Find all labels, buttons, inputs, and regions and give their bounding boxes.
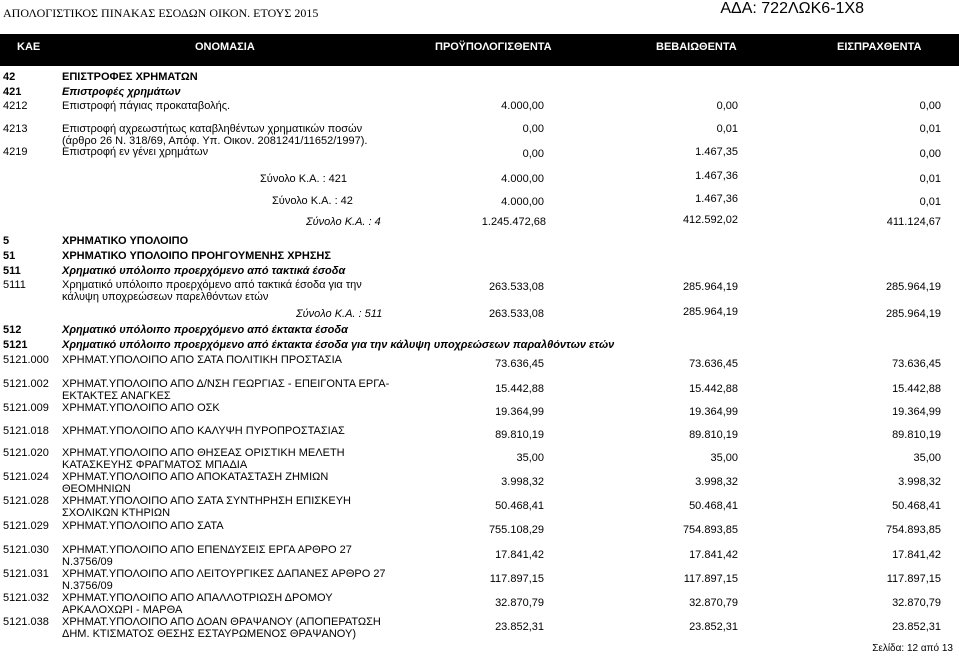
subtotal-label: Σύνολο Κ.Α. : 4 [306, 216, 381, 228]
subtotal-budget: 4.000,00 [501, 196, 544, 208]
detail-collected: 19.364,99 [892, 406, 941, 418]
detail-name-line2: ΣΧΟΛΙΚΩΝ ΚΤΗΡΙΩΝ [62, 507, 171, 519]
subtotal-budget: 1.245.472,68 [481, 216, 546, 228]
row-name: Χρηματικό υπόλοιπο προερχόμενο από έκτακτα έσοδα για την κάλυψη υποχρεώσεων παραλθόντων ετών [62, 339, 615, 351]
row-code: 5121 [3, 339, 28, 351]
row-name: Επιστροφές χρημάτων [62, 86, 181, 98]
subtotal-collected: 285.964,19 [885, 308, 941, 320]
detail-budget: 89.810,19 [495, 429, 544, 441]
value-certified: 285.964,19 [682, 281, 738, 293]
subtotal-label: Σύνολο Κ.Α. : 421 [260, 173, 348, 185]
detail-name-line2: ΕΚΤΑΚΤΕΣ ΑΝΑΓΚΕΣ [62, 390, 171, 402]
row-name: Επιστροφή πάγιας προκαταβολής. [62, 100, 231, 112]
document-title: ΑΠΟΛΟΓΙΣΤΙΚΟΣ ΠΙΝΑΚΑΣ ΕΣΟΔΩΝ ΟΙΚΟΝ. ΕΤΟΥΣ 2015 [3, 6, 319, 20]
detail-name-line1: ΧΡΗΜΑΤ.ΥΠΟΛΟΙΠΟ ΑΠΟ ΔΟΑΝ ΘΡΑΨΑΝΟΥ (ΑΠΟΠΕΡΑΤΩΣΗ [62, 616, 381, 628]
detail-budget: 117.897,15 [489, 573, 544, 585]
subtotal-certified: 285.964,19 [682, 306, 738, 318]
detail-code: 5121.030 [3, 544, 49, 556]
row-name-line1: Χρηματικό υπόλοιπο προερχόμενο από τακτικά έσοδα για την [62, 279, 362, 291]
value-collected: 0,01 [919, 123, 941, 135]
row-name: ΕΠΙΣΤΡΟΦΕΣ ΧΡΗΜΑΤΩΝ [62, 71, 198, 83]
column-kae: ΚΑΕ [17, 41, 41, 53]
detail-budget: 73.636,45 [495, 358, 544, 370]
detail-name-line2: ΑΡΚΑΛΟΧΩΡΙ - ΜΑΡΘΑ [62, 604, 183, 616]
detail-budget: 3.998,32 [501, 476, 544, 488]
detail-name-line2: ΚΑΤΑΣΚΕΥΗΣ ΦΡΑΓΜΑΤΟΣ ΜΠΑΔΙΑ [62, 459, 248, 471]
value-certified: 0,00 [716, 100, 738, 112]
detail-code: 5121.038 [3, 616, 49, 628]
row-name: Χρηματικό υπόλοιπο προερχόμενο από έκτακτα έσοδα [62, 324, 348, 336]
detail-certified: 3.998,32 [695, 476, 738, 488]
detail-collected: 754.893,85 [885, 524, 941, 536]
value-collected: 285.964,19 [885, 281, 941, 293]
subtotal-certified: 1.467,36 [695, 193, 738, 205]
detail-budget: 755.108,29 [488, 524, 544, 536]
detail-budget: 23.852,31 [495, 621, 544, 633]
detail-name-line1: ΧΡΗΜΑΤ.ΥΠΟΛΟΙΠΟ ΑΠΟ ΕΠΕΝΔΥΣΕΙΣ ΕΡΓΑ ΑΡΘΡΟ 27 [62, 544, 352, 556]
detail-code: 5121.000 [3, 354, 49, 366]
subtotal-certified: 1.467,36 [695, 170, 738, 182]
detail-collected: 32.870,79 [892, 597, 941, 609]
detail-budget: 17.841,42 [495, 549, 544, 561]
detail-code: 5121.009 [3, 402, 49, 414]
row-code: 511 [3, 265, 21, 277]
row-name: ΧΡΗΜΑΤΙΚΟ ΥΠΟΛΟΙΠΟ [62, 235, 189, 247]
detail-name-line2: Ν.3756/09 [62, 556, 113, 568]
row-name: ΧΡΗΜΑΤΙΚΟ ΥΠΟΛΟΙΠΟ ΠΡΟΗΓΟΥΜΕΝΗΣ ΧΡΗΣΗΣ [62, 250, 331, 262]
detail-certified: 35,00 [710, 452, 738, 464]
row-code: 512 [3, 324, 22, 336]
row-name-line2: κάλυψη υποχρεώσεων παρελθόντων ετών [62, 291, 269, 303]
detail-certified: 17.841,42 [689, 549, 738, 561]
value-certified: 1.467,35 [695, 146, 738, 158]
detail-budget: 35,00 [516, 452, 544, 464]
subtotal-certified: 412.592,02 [682, 214, 738, 226]
detail-collected: 15.442,88 [892, 383, 941, 395]
ada-code: ΑΔΑ: 722ΛΩΚ6-1Χ8 [720, 0, 864, 17]
detail-certified: 73.636,45 [689, 358, 738, 370]
detail-code: 5121.028 [3, 495, 49, 507]
detail-collected: 50.468,41 [892, 500, 941, 512]
value-budget: 4.000,00 [501, 100, 544, 112]
page-number: Σελίδα: 12 από 13 [872, 643, 953, 654]
detail-certified: 15.442,88 [689, 383, 738, 395]
row-name-line2: (άρθρο 26 Ν. 318/69, Απόφ. Υπ. Οικον. 2081241/11652/1997). [62, 135, 368, 147]
value-collected: 0,00 [919, 148, 941, 160]
detail-name-line1: ΧΡΗΜΑΤ.ΥΠΟΛΟΙΠΟ ΑΠΟ ΚΑΛΥΨΗ ΠΥΡΟΠΡΟΣΤΑΣΙΑΣ [62, 425, 345, 437]
value-budget: 263.533,08 [488, 281, 544, 293]
detail-collected: 17.841,42 [892, 549, 941, 561]
subtotal-budget: 263.533,08 [488, 308, 544, 320]
column-certified: ΒΕΒΑΙΩΘΕΝΤΑ [656, 41, 737, 53]
subtotal-collected: 411.124,67 [886, 216, 941, 228]
detail-collected: 73.636,45 [892, 358, 941, 370]
detail-name-line2: Ν.3756/09 [62, 580, 113, 592]
detail-name-line2: ΔΗΜ. ΚΤΙΣΜΑΤΟΣ ΘΕΣΗΣ ΕΣΤΑΥΡΩΜΕΝΟΣ ΘΡΑΨΑΝΟΥ) [62, 628, 356, 640]
detail-budget: 32.870,79 [495, 597, 544, 609]
detail-name-line1: ΧΡΗΜΑΤ.ΥΠΟΛΟΙΠΟ ΑΠΟ ΣΑΤΑ ΠΟΛΙΤΙΚΗ ΠΡΟΣΤΑΣΙΑ [62, 354, 342, 366]
row-code: 42 [3, 71, 16, 83]
subtotal-budget: 4.000,00 [501, 173, 544, 185]
detail-certified: 89.810,19 [689, 429, 738, 441]
detail-collected: 3.998,32 [898, 476, 941, 488]
detail-collected: 35,00 [913, 452, 941, 464]
value-budget: 0,00 [522, 148, 544, 160]
subtotal-label: Σύνολο Κ.Α. : 511 [296, 308, 383, 320]
detail-code: 5121.020 [3, 447, 49, 459]
detail-name-line1: ΧΡΗΜΑΤ.ΥΠΟΛΟΙΠΟ ΑΠΟ ΣΑΤΑ [62, 520, 224, 532]
detail-code: 5121.002 [3, 378, 49, 390]
row-code: 5111 [3, 279, 26, 291]
detail-name-line1: ΧΡΗΜΑΤ.ΥΠΟΛΟΙΠΟ ΑΠΟ Δ/ΝΣΗ ΓΕΩΡΓΙΑΣ - ΕΠΕΙΓΟΝΤΑ ΕΡΓΑ- [62, 378, 390, 390]
column-name: ΟΝΟΜΑΣΙΑ [195, 41, 255, 53]
detail-certified: 117.897,15 [683, 573, 738, 585]
detail-collected: 89.810,19 [892, 429, 941, 441]
row-code: 4213 [3, 123, 28, 135]
row-code: 51 [3, 250, 16, 262]
row-name-line1: Επιστροφή αχρεωστήτως καταβληθέντων χρηματικών ποσών [62, 123, 363, 135]
detail-name-line1: ΧΡΗΜΑΤ.ΥΠΟΛΟΙΠΟ ΑΠΟ ΛΕΙΤΟΥΡΓΙΚΕΣ ΔΑΠΑΝΕΣ ΑΡΘΡΟ 27 [62, 568, 386, 580]
column-budget: ΠΡΟΫΠΟΛΟΓΙΣΘΕΝΤΑ [435, 41, 552, 53]
detail-budget: 15.442,88 [495, 383, 544, 395]
detail-certified: 23.852,31 [689, 621, 738, 633]
detail-code: 5121.032 [3, 592, 49, 604]
detail-certified: 19.364,99 [689, 406, 738, 418]
row-name: Χρηματικό υπόλοιπο προερχόμενο από τακτικά έσοδα [62, 265, 346, 277]
detail-budget: 50.468,41 [495, 500, 544, 512]
detail-budget: 19.364,99 [495, 406, 544, 418]
detail-certified: 32.870,79 [689, 597, 738, 609]
value-budget: 0,00 [522, 123, 544, 135]
column-collected: ΕΙΣΠΡΑΧΘΕΝΤΑ [837, 41, 922, 53]
detail-name-line1: ΧΡΗΜΑΤ.ΥΠΟΛΟΙΠΟ ΑΠΟ ΣΑΤΑ ΣΥΝΤΗΡΗΣΗ ΕΠΙΣΚΕΥΗ [62, 495, 352, 507]
detail-name-line1: ΧΡΗΜΑΤ.ΥΠΟΛΟΙΠΟ ΑΠΟ ΟΣΚ [62, 402, 220, 414]
detail-name-line2: ΘΕΟΜΗΝΙΩΝ [62, 483, 131, 495]
row-code: 421 [3, 86, 22, 98]
header-divider [0, 62, 959, 66]
detail-name-line1: ΧΡΗΜΑΤ.ΥΠΟΛΟΙΠΟ ΑΠΟ ΘΗΣΕΑΣ ΟΡΙΣΤΙΚΗ ΜΕΛΕΤΗ [62, 447, 345, 459]
subtotal-label: Σύνολο Κ.Α. : 42 [272, 195, 353, 207]
detail-code: 5121.018 [3, 425, 49, 437]
detail-collected: 117.897,15 [886, 573, 941, 585]
detail-collected: 23.852,31 [892, 621, 941, 633]
row-name: Επιστροφή εν γένει χρημάτων [62, 146, 209, 158]
subtotal-collected: 0,01 [919, 173, 941, 185]
row-code: 5 [3, 235, 10, 247]
detail-code: 5121.024 [3, 471, 49, 483]
detail-name-line1: ΧΡΗΜΑΤ.ΥΠΟΛΟΙΠΟ ΑΠΟ ΑΠΟΚΑΤΑΣΤΑΣΗ ΖΗΜΙΩΝ [62, 471, 329, 483]
detail-code: 5121.029 [3, 520, 49, 532]
subtotal-collected: 0,01 [919, 196, 941, 208]
table-header [0, 34, 959, 62]
detail-name-line1: ΧΡΗΜΑΤ.ΥΠΟΛΟΙΠΟ ΑΠΟ ΑΠΑΛΛΟΤΡΙΩΣΗ ΔΡΟΜΟΥ [62, 592, 333, 604]
detail-code: 5121.031 [3, 568, 49, 580]
row-code: 4219 [3, 146, 28, 158]
value-certified: 0,01 [716, 123, 738, 135]
value-collected: 0,00 [919, 100, 941, 112]
detail-certified: 754.893,85 [682, 524, 738, 536]
detail-certified: 50.468,41 [689, 500, 738, 512]
row-code: 4212 [3, 100, 28, 112]
